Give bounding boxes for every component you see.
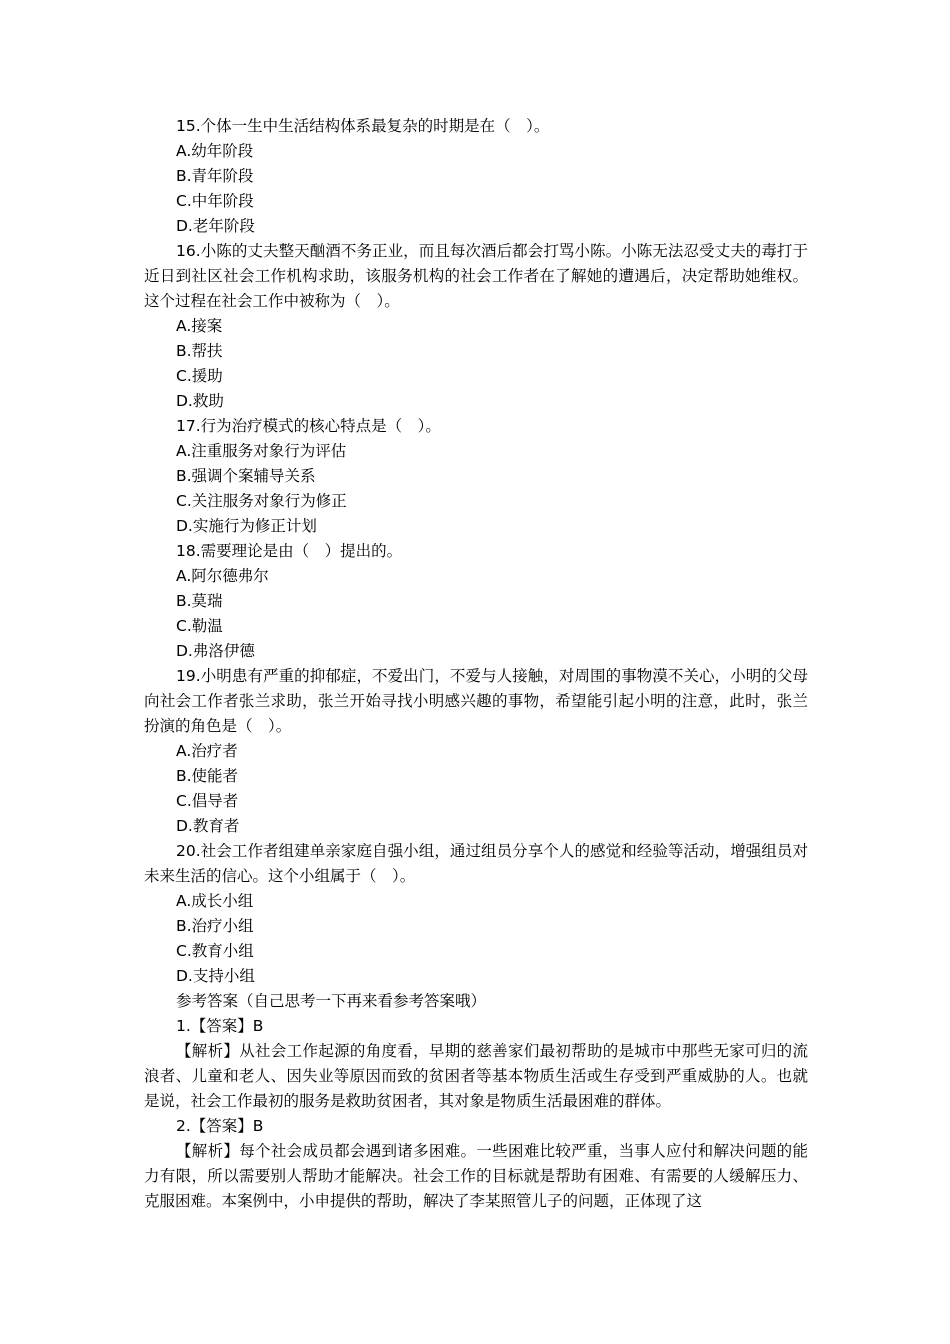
answer-analysis: 【解析】从社会工作起源的角度看，早期的慈善家们最初帮助的是城市中那些无家可归的流浪者、儿童和老人、因失业等原因而致的贫困者等基本物质生活或生存受到严重威胁的人。也就是说，社会工作最初的服务是救助贫困者，其对象是物质生活最困难的群体。 [144, 1042, 808, 1110]
question-stem: 15.个体一生中生活结构体系最复杂的时期是在（ ）。 [176, 117, 550, 135]
option-d: D.老年阶段 [176, 217, 255, 235]
option-b: B.帮扶 [176, 342, 223, 360]
option-c: C.中年阶段 [176, 192, 254, 210]
answer-1 [144, 1014, 808, 1114]
question-stem: 19.小明患有严重的抑郁症，不爱出门，不爱与人接触，对周围的事物漠不关心，小明的父母向社会工作者张兰求助，张兰开始寻找小明感兴趣的事物，希望能引起小明的注意，此时，张兰扮演的角色是（ ）。 [144, 667, 808, 735]
question-18 [144, 539, 808, 664]
answer-label: 1.【答案】B [176, 1017, 264, 1035]
option-d: D.救助 [176, 392, 224, 410]
answer-label: 2.【答案】B [176, 1117, 264, 1135]
option-b: B.青年阶段 [176, 167, 254, 185]
answer-analysis: 【解析】每个社会成员都会遇到诸多困难。一些困难比较严重，当事人应付和解决问题的能力有限，所以需要别人帮助才能解决。社会工作的目标就是帮助有困难、有需要的人缓解压力、克服困难。本案例中，小申提供的帮助，解决了李某照管儿子的问题，正体现了这 [144, 1142, 808, 1210]
option-d: D.弗洛伊德 [176, 642, 255, 660]
option-d: D.支持小组 [176, 967, 255, 985]
option-d: D.教育者 [176, 817, 240, 835]
question-17 [144, 414, 808, 539]
option-c: C.教育小组 [176, 942, 254, 960]
question-stem: 17.行为治疗模式的核心特点是（ ）。 [176, 417, 441, 435]
answer-2 [144, 1114, 808, 1214]
option-a: A.接案 [176, 317, 223, 335]
question-stem: 20.社会工作者组建单亲家庭自强小组，通过组员分享个人的感觉和经验等活动，增强组员对未来生活的信心。这个小组属于（ ）。 [144, 842, 808, 885]
option-a: A.注重服务对象行为评估 [176, 442, 347, 460]
option-c: C.关注服务对象行为修正 [176, 492, 347, 510]
question-16 [144, 239, 808, 414]
answers-heading: 参考答案（自己思考一下再来看参考答案哦） [176, 992, 487, 1010]
question-15 [144, 114, 808, 239]
option-c: C.勒温 [176, 617, 223, 635]
option-d: D.实施行为修正计划 [176, 517, 317, 535]
option-a: A.治疗者 [176, 742, 238, 760]
option-b: B.使能者 [176, 767, 239, 785]
document-page [144, 114, 808, 1214]
question-stem: 16.小陈的丈夫整天酗酒不务正业，而且每次酒后都会打骂小陈。小陈无法忍受丈夫的毒打于近日到社区社会工作机构求助，该服务机构的社会工作者在了解她的遭遇后，决定帮助她维权。这个过程在社会工作中被称为（ ）。 [144, 242, 808, 310]
option-c: C.援助 [176, 367, 223, 385]
option-c: C.倡导者 [176, 792, 239, 810]
option-b: B.治疗小组 [176, 917, 254, 935]
question-19 [144, 664, 808, 839]
question-stem: 18.需要理论是由（ ）提出的。 [176, 542, 403, 560]
option-a: A.成长小组 [176, 892, 254, 910]
option-b: B.莫瑞 [176, 592, 223, 610]
option-b: B.强调个案辅导关系 [176, 467, 316, 485]
question-20 [144, 839, 808, 989]
option-a: A.阿尔德弗尔 [176, 567, 269, 585]
option-a: A.幼年阶段 [176, 142, 254, 160]
